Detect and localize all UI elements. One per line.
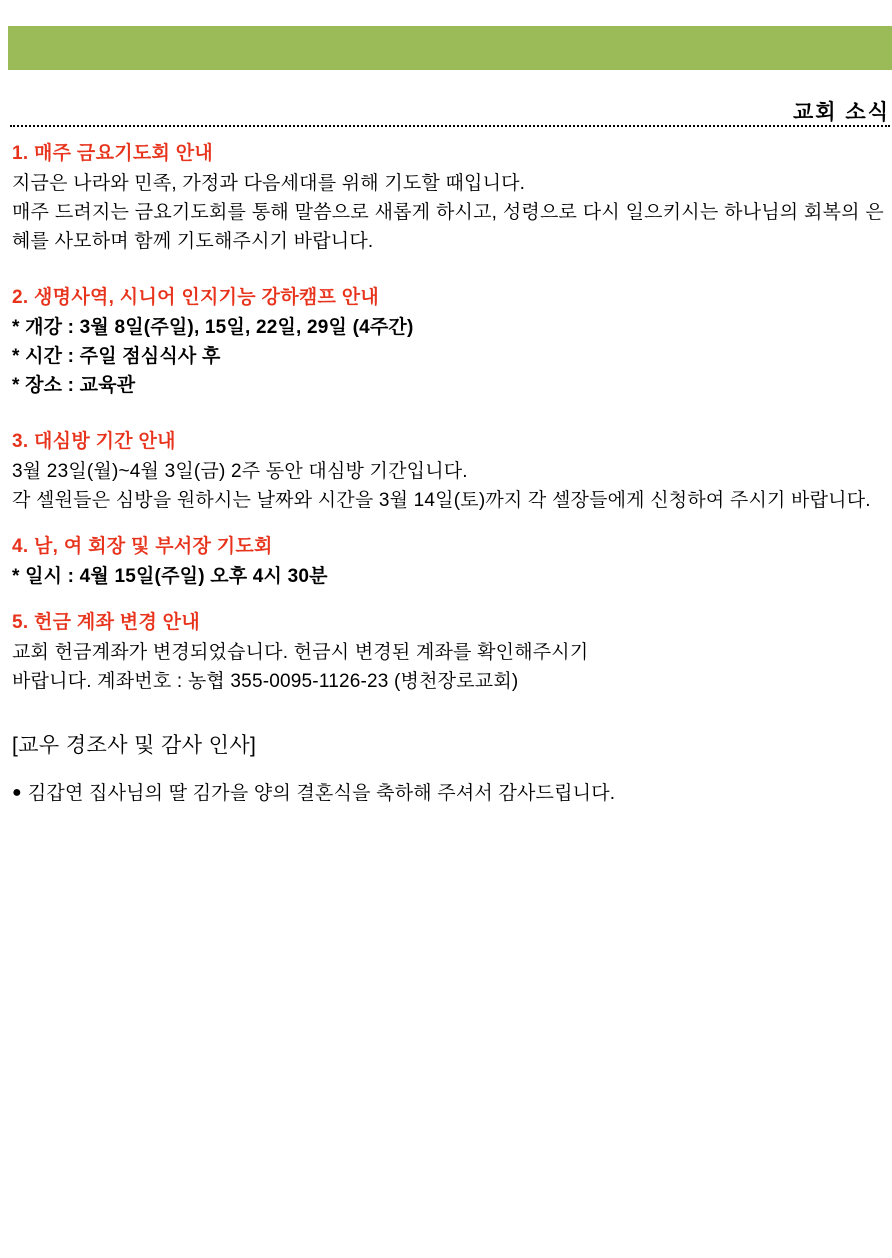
- section-2-line-1: * 개강 : 3월 8일(주일), 15일, 22일, 29일 (4주간): [12, 317, 414, 338]
- section-1: [12, 140, 884, 256]
- document-header: [10, 96, 890, 132]
- list-item-label: 김갑연 집사님의 딸 김가을 양의 결혼식을 축하해 주셔서 감사드립니다.: [27, 783, 616, 804]
- list-item: [12, 778, 884, 809]
- section-3-line-1: 3월 23일(월)~4월 3일(금) 2주 동안 대심방 기간입니다.: [12, 461, 468, 482]
- section-3: [12, 428, 884, 515]
- subsection-heading: [교우 경조사 및 감사 인사]: [12, 734, 257, 757]
- section-4-title: 4. 남, 여 회장 및 부서장 기도회: [12, 536, 273, 557]
- spacer-1: [12, 268, 884, 284]
- section-3-title: 3. 대심방 기간 안내: [12, 431, 176, 452]
- spacer-6: [12, 762, 884, 778]
- document-body: [12, 140, 884, 821]
- subsection-congratulations: [12, 730, 884, 809]
- section-5-line-2: 바랍니다. 계좌번호 : 농협 355-0095-1126-23 (병천장로교회): [12, 671, 519, 692]
- section-5: [12, 609, 884, 696]
- bullet-icon: ●: [12, 784, 22, 801]
- spacer-5: [12, 708, 884, 730]
- section-1-title: 1. 매주 금요기도회 안내: [12, 143, 214, 164]
- section-3-line-2: 각 셀원들은 심방을 원하시는 날짜와 시간을 3월 14일(토)까지 각 셀장들에게 신청하여 주시기 바랍니다.: [12, 490, 871, 511]
- section-5-line-1: 교회 헌금계좌가 변경되었습니다. 헌금시 변경된 계좌를 확인해주시기: [12, 642, 589, 663]
- header-divider: [10, 125, 890, 127]
- section-2-line-3: * 장소 : 교육관: [12, 375, 136, 396]
- section-1-line-1: 지금은 나라와 민족, 가정과 다음세대를 위해 기도할 때입니다.: [12, 173, 526, 194]
- section-5-title: 5. 헌금 계좌 변경 안내: [12, 612, 200, 633]
- page-title: 교회 소식: [793, 101, 890, 124]
- section-1-line-2: 매주 드려지는 금요기도회를 통해 말씀으로 새롭게 하시고, 성령으로 다시 일으키시는 하나님의 회복의 은혜를 사모하며 함께 기도해주시기 바랍니다.: [12, 202, 884, 252]
- section-4-line-1: * 일시 : 4월 15일(주일) 오후 4시 30분: [12, 566, 328, 587]
- section-2-line-2: * 시간 : 주일 점심식사 후: [12, 346, 221, 367]
- section-2: [12, 284, 884, 400]
- section-4: [12, 533, 884, 591]
- section-2-title: 2. 생명사역, 시니어 인지기능 강하캠프 안내: [12, 287, 380, 308]
- green-banner-bar: [8, 26, 892, 70]
- spacer-2: [12, 412, 884, 428]
